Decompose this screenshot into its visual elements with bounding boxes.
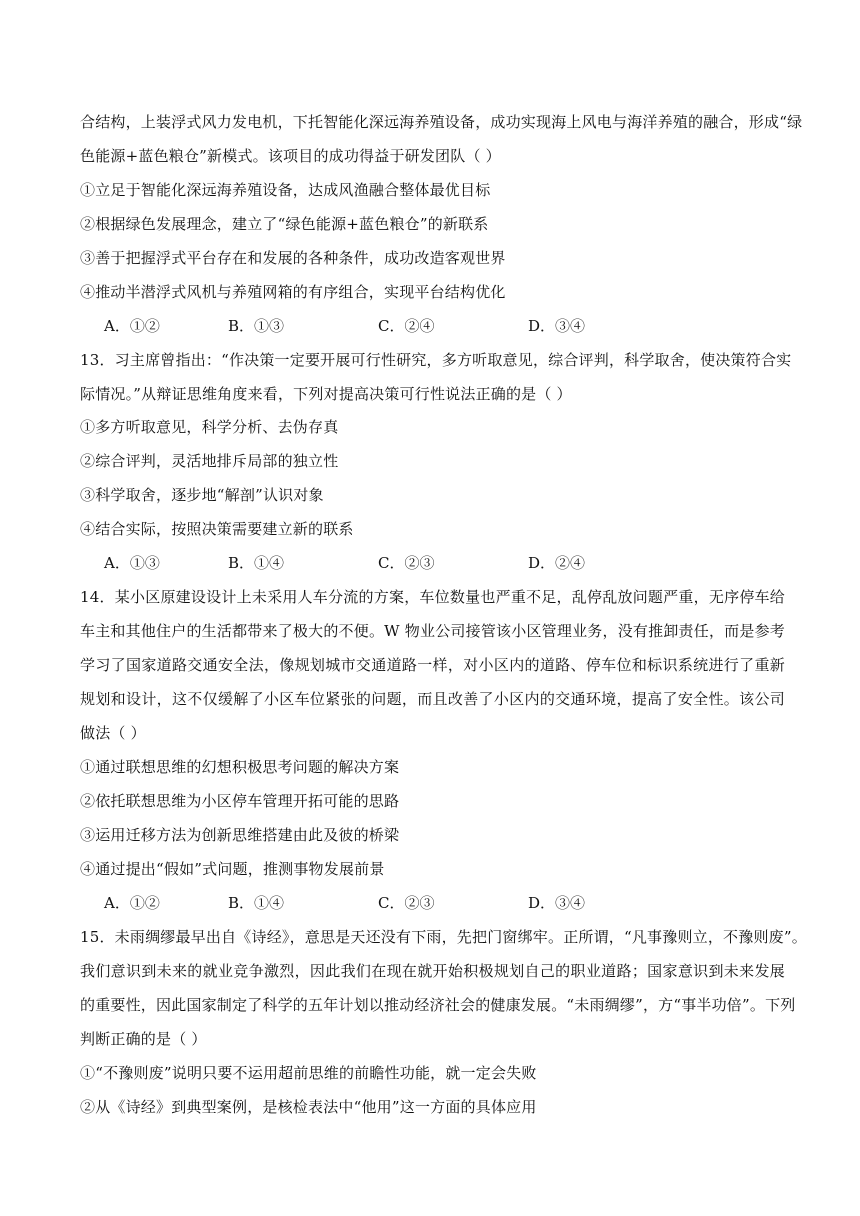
q13-option-a: A．①③: [104, 554, 160, 572]
q13-statement-3: ③科学取舍，逐步地“解剖”认识对象: [80, 486, 324, 504]
q14-stem-line-5: 做法（ ）: [80, 724, 146, 742]
q14-stem-line-1: 14．某小区原建设设计上未采用人车分流的方案，车位数量也严重不足，乱停乱放问题严重，无序停车给: [80, 588, 785, 606]
q13-stem-line-2: 际情况。”从辩证思维角度来看，下列对提高决策可行性说法正确的是（ ）: [80, 385, 572, 403]
q13-statement-1: ①多方听取意见，科学分析、去伪存真: [80, 418, 339, 436]
q15-statement-2: ②从《诗经》到典型案例，是核检表法中“他用”这一方面的具体应用: [80, 1098, 537, 1116]
q13-statement-4: ④结合实际，按照决策需要建立新的联系: [80, 520, 354, 538]
q12-statement-3: ③善于把握浮式平台存在和发展的各种条件，成功改造客观世界: [80, 249, 506, 267]
q15-stem-line-3: 的重要性，因此国家制定了科学的五年计划以推动经济社会的健康发展。“未雨绸缪”，方“事半功倍”。下列: [80, 996, 796, 1014]
q12-stem-line-1: 合结构，上装浮式风力发电机，下托智能化深远海养殖设备，成功实现海上风电与海洋养殖的融合，形成“绿: [80, 113, 803, 131]
q15-stem-line-4: 判断正确的是（ ）: [80, 1030, 207, 1048]
q14-option-d: D．③④: [528, 894, 586, 912]
q13-option-c: C．②③: [378, 554, 435, 572]
q13-statement-2: ②综合评判，灵活地排斥局部的独立性: [80, 452, 339, 470]
q14-option-c: C．②③: [378, 894, 435, 912]
q14-stem-line-4: 规划和设计，这不仅缓解了小区车位紧张的问题，而且改善了小区内的交通环境，提高了安全性。该公司: [80, 690, 785, 708]
q12-statement-1: ①立足于智能化深远海养殖设备，达成风渔融合整体最优目标: [80, 181, 491, 199]
q12-stem-line-2: 色能源+蓝色粮仓”新模式。该项目的成功得益于研发团队（ ）: [80, 147, 501, 165]
q15-statement-1: ①“不豫则废”说明只要不运用超前思维的前瞻性功能，就一定会失败: [80, 1064, 537, 1082]
q15-stem-line-2: 我们意识到未来的就业竞争激烈，因此我们在现在就开始积极规划自己的职业道路；国家意识到未来发展: [80, 962, 785, 980]
q15-stem-line-1: 15．未雨绸缪最早出自《诗经》，意思是天还没有下雨，先把门窗绑牢。正所谓，“凡事豫则立，不豫则废”。: [80, 928, 807, 946]
q14-stem-line-2: 车主和其他住户的生活都带来了极大的不便。W 物业公司接管该小区管理业务，没有推卸责任，而是参考: [80, 622, 785, 640]
q14-statement-2: ②依托联想思维为小区停车管理开拓可能的思路: [80, 792, 400, 810]
q13-option-d: D．②④: [528, 554, 586, 572]
q12-statement-4: ④推动半潜浮式风机与养殖网箱的有序组合，实现平台结构优化: [80, 283, 506, 301]
q12-option-a: A．①②: [104, 317, 160, 335]
q14-statement-3: ③运用迁移方法为创新思维搭建由此及彼的桥梁: [80, 826, 400, 844]
q12-option-d: D．③④: [528, 317, 586, 335]
q14-statement-4: ④通过提出“假如”式问题，推测事物发展前景: [80, 860, 385, 878]
q13-stem-line-1: 13．习主席曾指出：“作决策一定要开展可行性研究，多方听取意见，综合评判，科学取舍，使决策符合实: [80, 351, 792, 369]
q14-option-a: A．①②: [104, 894, 160, 912]
q12-statement-2: ②根据绿色发展理念，建立了“绿色能源+蓝色粮仓”的新联系: [80, 215, 489, 233]
q13-option-b: B．①④: [228, 554, 285, 572]
q12-option-b: B．①③: [228, 317, 285, 335]
q12-option-c: C．②④: [378, 317, 435, 335]
q14-statement-1: ①通过联想思维的幻想积极思考问题的解决方案: [80, 758, 400, 776]
q14-stem-line-3: 学习了国家道路交通安全法，像规划城市交通道路一样，对小区内的道路、停车位和标识系统进行了重新: [80, 656, 785, 674]
q14-option-b: B．①④: [228, 894, 285, 912]
